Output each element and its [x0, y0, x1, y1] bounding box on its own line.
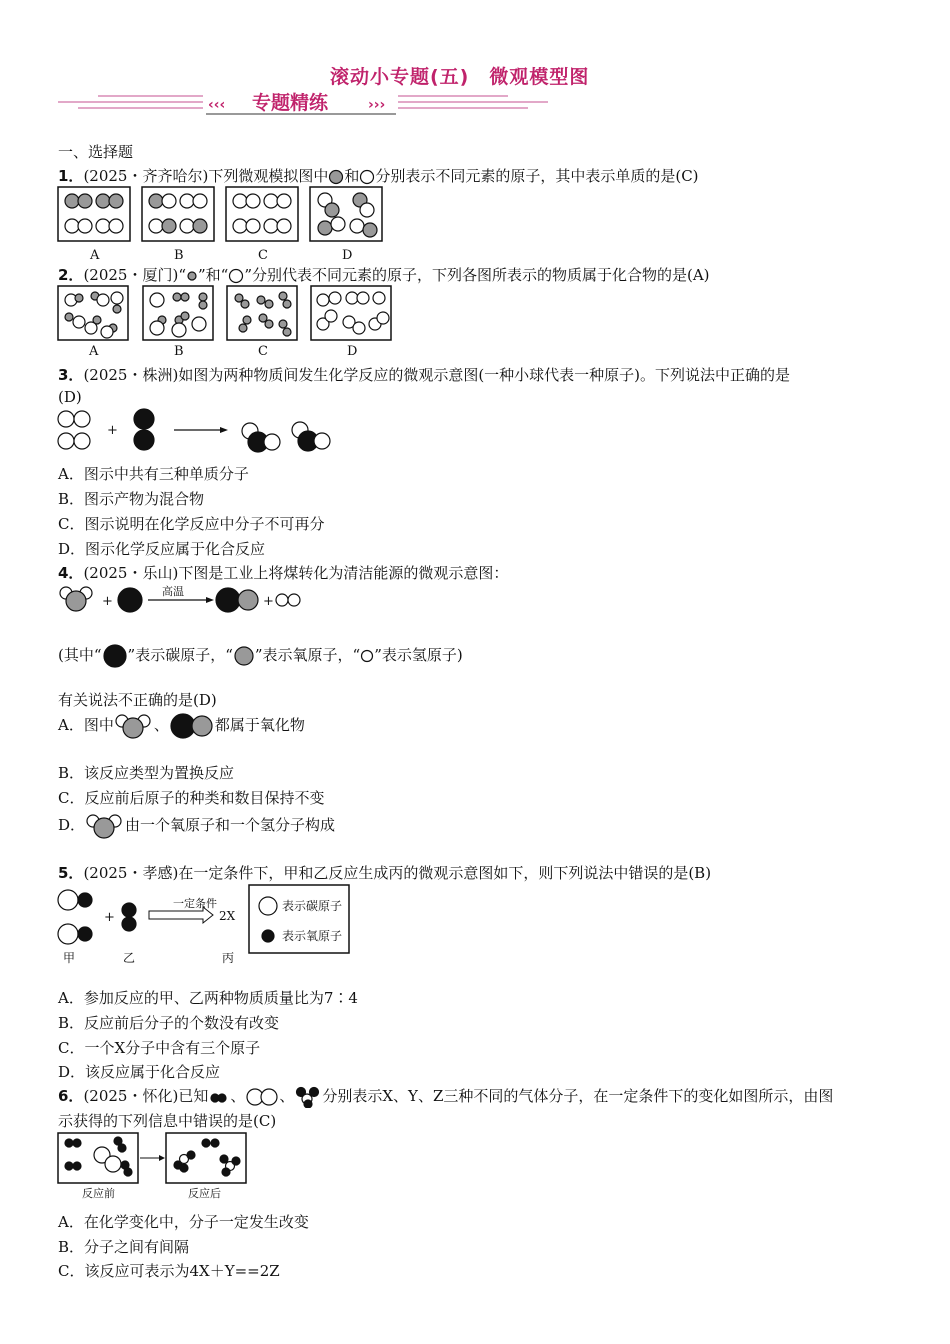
q4-reaction-diagram — [56, 582, 306, 618]
white-atom-icon — [228, 268, 244, 284]
q4-choice-d: D． 由一个氧原子和一个氢分子构成 — [58, 812, 335, 840]
question-6-cont: 示获得的下列信息中错误的是(C) — [58, 1112, 277, 1130]
q6-choice-c: C．该反应可表示为4X＋Y==2Z — [58, 1262, 280, 1280]
question-5: 5．(2025・孝感)在一定条件下，甲和乙反应生成丙的微观示意图如下，则下列说法中错误的是(B) — [58, 864, 712, 882]
question-6: 6．(2025・怀化)已知 、 、 分别表示X、Y、Z三种不同的气体分子，在一定条件下的变化如图所示，由图 — [58, 1085, 833, 1108]
section-heading: 一、选择题 — [58, 143, 134, 161]
q2-option-diagrams — [57, 284, 397, 360]
reaction-condition: 高温 — [162, 585, 184, 598]
page-title: 滚动小专题(五) 微观模型图 — [330, 66, 590, 88]
question-number: 6． — [58, 1087, 84, 1105]
q3-reaction-diagram — [56, 408, 346, 458]
q4-choice-c: C．反应前后原子的种类和数目保持不变 — [58, 789, 325, 807]
question-number: 4． — [58, 564, 84, 582]
small-gray-atom-icon — [186, 270, 198, 282]
option-label-c: C — [258, 344, 268, 359]
y-molecule-icon — [245, 1087, 279, 1107]
question-4: 4．(2025・乐山)下图是工业上将煤转化为清洁能源的微观示意图： — [58, 564, 509, 582]
q3-choice-d: D．图示化学反应属于化合反应 — [58, 540, 266, 558]
x-molecule-icon — [208, 1090, 230, 1104]
q3-choice-a: A．图示中共有三种单质分子 — [58, 465, 249, 483]
q1-option-diagrams — [57, 186, 387, 266]
q5-choice-b: B．反应前后分子的个数没有改变 — [58, 1014, 280, 1032]
z-molecule-icon — [294, 1086, 322, 1108]
question-number: 2． — [58, 266, 84, 284]
q3-choice-c: C．图示说明在化学反应中分子不可再分 — [58, 515, 325, 533]
option-label-a: A — [90, 248, 100, 263]
option-label-a: A — [89, 344, 99, 359]
question-2: 2．(2025・厦门)“ ”和“ ”分别代表不同元素的原子，下列各图所表示的物质属于化合物的是(A) — [58, 266, 710, 284]
banner-text: 专题精练 — [252, 92, 329, 114]
legend-carbon: 表示碳原子 — [282, 899, 343, 913]
plus-sign: + — [102, 594, 113, 609]
q5-reaction-diagram — [55, 882, 355, 968]
plus-sign: + — [263, 594, 274, 609]
question-3-answer: (D) — [58, 388, 82, 406]
plus-sign: + — [107, 423, 118, 438]
question-number: 1． — [58, 167, 84, 185]
legend-oxygen: 表示氧原子 — [282, 929, 343, 943]
question-number: 3． — [58, 366, 84, 384]
q3-choice-b: B．图示产物为混合物 — [58, 490, 205, 508]
svg-text:‹‹‹: ‹‹‹ — [208, 97, 226, 113]
before-label: 反应前 — [82, 1187, 115, 1200]
option-label-b: B — [174, 344, 184, 359]
question-1: 1．(2025・齐齐哈尔)下列微观模拟图中 和 分别表示不同元素的原子，其中表示单质的是(C) — [58, 167, 699, 185]
gray-atom-icon — [328, 169, 344, 185]
q4-legend: (其中“ ”表示碳原子，“ ”表示氧原子，“ ”表示氢原子) — [58, 643, 463, 669]
after-label: 反应后 — [188, 1187, 221, 1200]
q4-question: 有关说法不正确的是(D) — [58, 691, 217, 709]
option-label-b: B — [174, 248, 184, 263]
carbon-monoxide-molecule-icon — [169, 712, 215, 740]
option-label-d: D — [342, 248, 353, 263]
label-jia: 甲 — [63, 951, 76, 965]
label-yi: 乙 — [123, 951, 136, 965]
water-molecule-icon — [85, 812, 125, 840]
question-number: 5． — [58, 864, 84, 882]
q4-choice-b: B．该反应类型为置换反应 — [58, 764, 235, 782]
carbon-atom-icon — [102, 643, 128, 669]
plus-sign: + — [104, 910, 115, 925]
q6-reaction-diagram — [56, 1131, 256, 1201]
water-molecule-icon — [114, 712, 154, 740]
option-label-d: D — [347, 344, 358, 359]
q4-choice-a: A．图中 、 都属于氧化物 — [58, 712, 305, 740]
product-label: 2X — [219, 909, 236, 923]
reaction-condition: 一定条件 — [173, 897, 217, 910]
white-atom-icon — [359, 169, 375, 185]
label-bing: 丙 — [222, 951, 235, 965]
q6-choice-b: B．分子之间有间隔 — [58, 1238, 190, 1256]
q5-choice-d: D．该反应属于化合反应 — [58, 1063, 221, 1081]
q5-choice-a: A．参加反应的甲、乙两种物质质量比为7∶4 — [58, 989, 358, 1007]
option-label-c: C — [258, 248, 268, 263]
oxygen-atom-icon — [233, 645, 255, 667]
svg-text:›››: ››› — [368, 97, 386, 113]
q6-choice-a: A．在化学变化中，分子一定发生改变 — [58, 1213, 309, 1231]
q5-choice-c: C．一个X分子中含有三个原子 — [58, 1039, 261, 1057]
hydrogen-atom-icon — [360, 649, 374, 663]
question-3: 3．(2025・株洲)如图为两种物质间发生化学反应的微观示意图(一种小球代表一种原子)。下列说法中正确的是 — [58, 366, 791, 384]
